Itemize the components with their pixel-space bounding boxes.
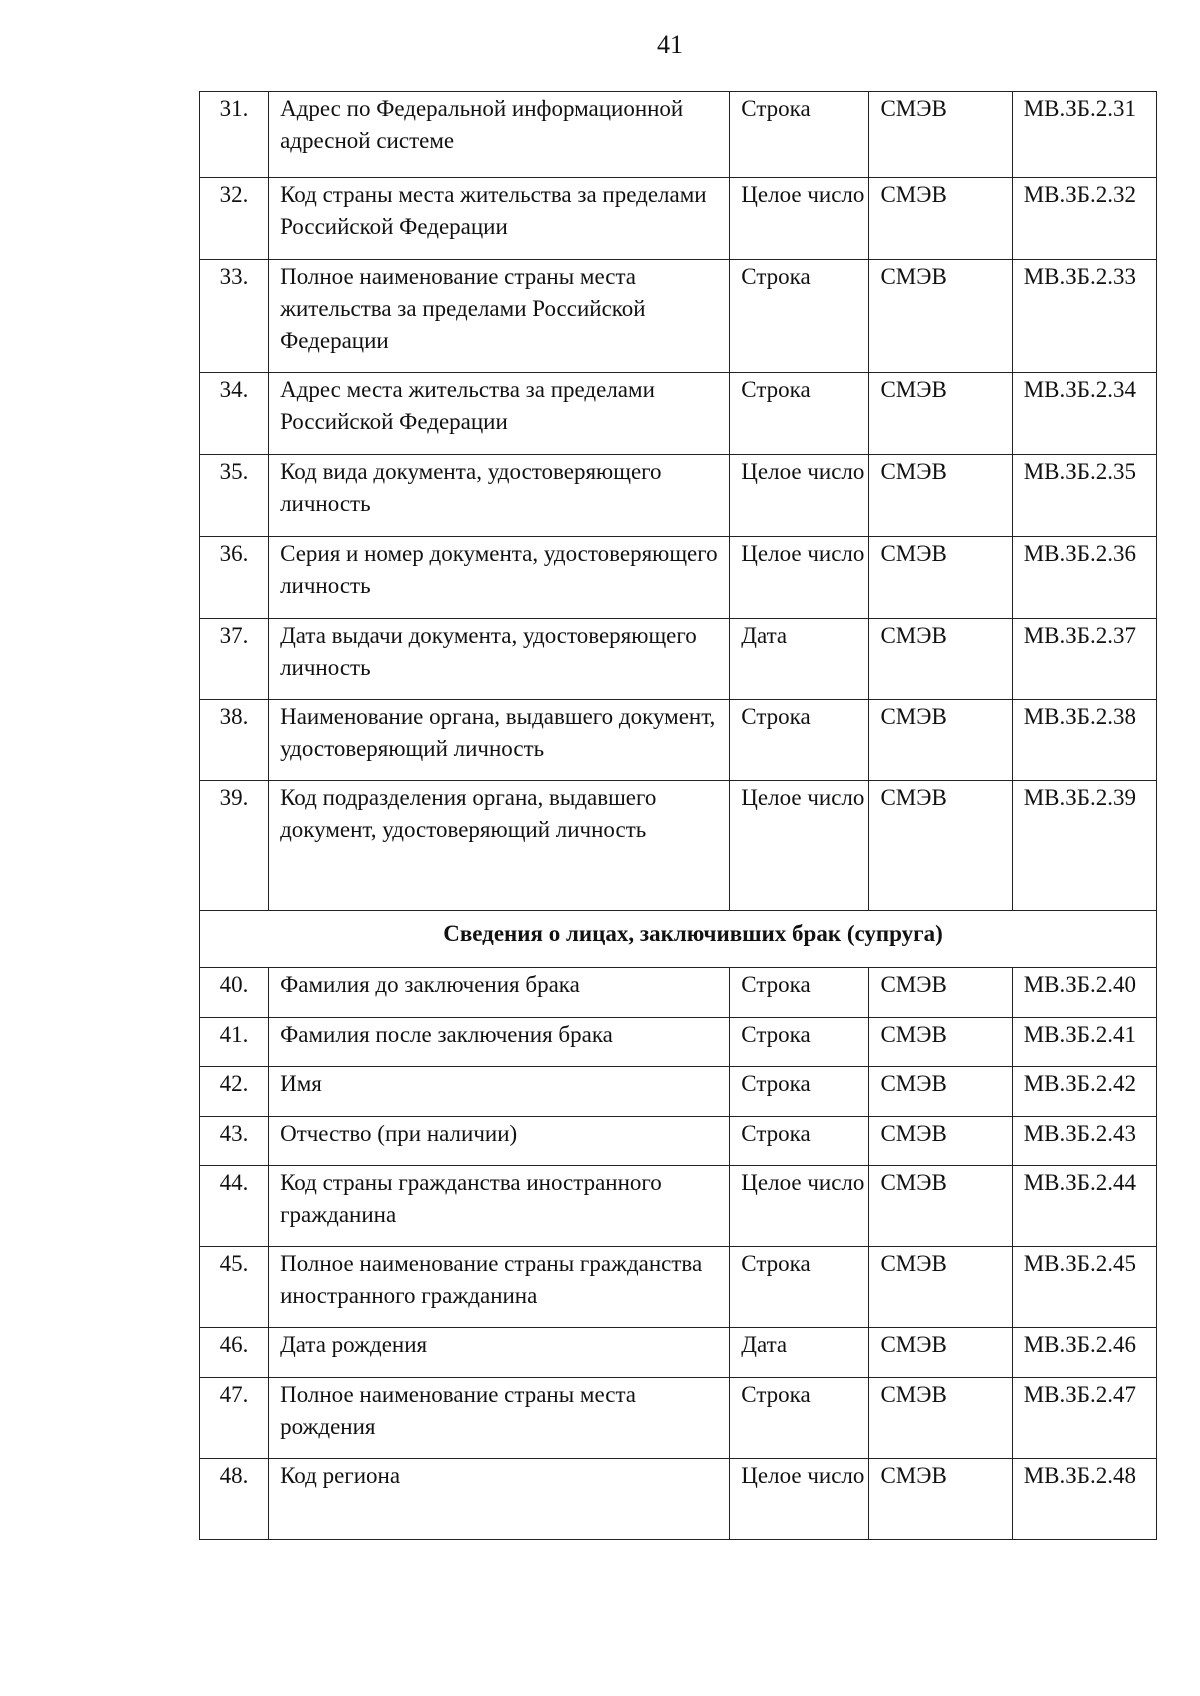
row-number: 47.	[200, 1378, 269, 1459]
data-source: СМЭВ	[869, 260, 1012, 373]
attribute-code: МВ.ЗБ.2.31	[1012, 92, 1156, 178]
table-row	[200, 968, 1157, 1018]
table-body-before-section	[200, 92, 1157, 911]
table-row	[200, 260, 1157, 373]
attribute-code: МВ.ЗБ.2.34	[1012, 373, 1156, 455]
row-number: 45.	[200, 1247, 269, 1328]
attribute-name: Имя	[269, 1067, 730, 1117]
attribute-name: Дата рождения	[269, 1328, 730, 1378]
attribute-code: МВ.ЗБ.2.41	[1012, 1018, 1156, 1067]
row-number: 31.	[200, 92, 269, 178]
data-source: СМЭВ	[869, 781, 1012, 911]
data-type: Целое число	[730, 781, 869, 911]
attribute-code: МВ.ЗБ.2.44	[1012, 1166, 1156, 1247]
attribute-code: МВ.ЗБ.2.47	[1012, 1378, 1156, 1459]
data-source: СМЭВ	[869, 968, 1012, 1018]
data-source: СМЭВ	[869, 178, 1012, 260]
attribute-code: МВ.ЗБ.2.37	[1012, 619, 1156, 700]
data-type: Строка	[730, 700, 869, 781]
attribute-code: МВ.ЗБ.2.40	[1012, 968, 1156, 1018]
row-number: 36.	[200, 537, 269, 619]
data-type: Дата	[730, 619, 869, 700]
data-type: Строка	[730, 1018, 869, 1067]
attribute-name: Наименование органа, выдавшего документ, удостоверяющий личность	[269, 700, 730, 781]
table-row	[200, 1247, 1157, 1328]
data-source: СМЭВ	[869, 619, 1012, 700]
attribute-code: МВ.ЗБ.2.42	[1012, 1067, 1156, 1117]
data-type: Целое число	[730, 178, 869, 260]
table-body-after-section	[200, 968, 1157, 1540]
table-row	[200, 455, 1157, 537]
data-type: Строка	[730, 92, 869, 178]
attribute-code: МВ.ЗБ.2.36	[1012, 537, 1156, 619]
section-heading: Сведения о лицах, заключивших брак (супруга)	[200, 911, 1157, 968]
row-number: 44.	[200, 1166, 269, 1247]
attribute-name: Дата выдачи документа, удостоверяющего личность	[269, 619, 730, 700]
attribute-name: Серия и номер документа, удостоверяющего личность	[269, 537, 730, 619]
row-number: 38.	[200, 700, 269, 781]
table-row	[200, 781, 1157, 911]
attribute-name: Адрес по Федеральной информационной адресной системе	[269, 92, 730, 178]
attribute-name: Код региона	[269, 1459, 730, 1540]
data-source: СМЭВ	[869, 1459, 1012, 1540]
row-number: 39.	[200, 781, 269, 911]
data-type: Дата	[730, 1328, 869, 1378]
data-type: Строка	[730, 260, 869, 373]
row-number: 43.	[200, 1117, 269, 1166]
data-source: СМЭВ	[869, 455, 1012, 537]
table-row	[200, 373, 1157, 455]
data-source: СМЭВ	[869, 1378, 1012, 1459]
data-type: Целое число	[730, 1459, 869, 1540]
attribute-code: МВ.ЗБ.2.43	[1012, 1117, 1156, 1166]
attribute-code: МВ.ЗБ.2.48	[1012, 1459, 1156, 1540]
table-row	[200, 178, 1157, 260]
row-number: 46.	[200, 1328, 269, 1378]
attribute-name: Адрес места жительства за пределами Российской Федерации	[269, 373, 730, 455]
table-row	[200, 1018, 1157, 1067]
attribute-code: МВ.ЗБ.2.46	[1012, 1328, 1156, 1378]
attribute-name: Фамилия до заключения брака	[269, 968, 730, 1018]
data-source: СМЭВ	[869, 92, 1012, 178]
data-source: СМЭВ	[869, 1117, 1012, 1166]
table-row	[200, 1378, 1157, 1459]
data-type: Строка	[730, 968, 869, 1018]
section-heading-row	[200, 911, 1157, 968]
table-row	[200, 1117, 1157, 1166]
table-row	[200, 1067, 1157, 1117]
attribute-name: Полное наименование страны гражданства иностранного гражданина	[269, 1247, 730, 1328]
data-source: СМЭВ	[869, 1067, 1012, 1117]
data-source: СМЭВ	[869, 700, 1012, 781]
attributes-table	[199, 91, 1157, 1540]
table-row	[200, 1459, 1157, 1540]
data-source: СМЭВ	[869, 1247, 1012, 1328]
data-source: СМЭВ	[869, 1018, 1012, 1067]
row-number: 34.	[200, 373, 269, 455]
table-section	[200, 911, 1157, 968]
page-number: 41	[657, 30, 683, 59]
data-source: СМЭВ	[869, 1166, 1012, 1247]
data-source: СМЭВ	[869, 373, 1012, 455]
data-type: Строка	[730, 1117, 869, 1166]
table-row	[200, 92, 1157, 178]
attribute-name: Фамилия после заключения брака	[269, 1018, 730, 1067]
data-source: СМЭВ	[869, 537, 1012, 619]
data-type: Целое число	[730, 1166, 869, 1247]
data-type: Строка	[730, 1378, 869, 1459]
attribute-name: Полное наименование страны места рождения	[269, 1378, 730, 1459]
attribute-name: Код страны места жительства за пределами Российской Федерации	[269, 178, 730, 260]
attribute-code: МВ.ЗБ.2.45	[1012, 1247, 1156, 1328]
table-row	[200, 1166, 1157, 1247]
data-type: Строка	[730, 1067, 869, 1117]
data-source: СМЭВ	[869, 1328, 1012, 1378]
data-type: Целое число	[730, 455, 869, 537]
row-number: 48.	[200, 1459, 269, 1540]
data-type: Строка	[730, 373, 869, 455]
attribute-name: Код подразделения органа, выдавшего документ, удостоверяющий личность	[269, 781, 730, 911]
row-number: 42.	[200, 1067, 269, 1117]
row-number: 40.	[200, 968, 269, 1018]
attribute-name: Отчество (при наличии)	[269, 1117, 730, 1166]
table-row	[200, 537, 1157, 619]
table-row	[200, 619, 1157, 700]
row-number: 35.	[200, 455, 269, 537]
attribute-code: МВ.ЗБ.2.32	[1012, 178, 1156, 260]
attribute-name: Код вида документа, удостоверяющего личность	[269, 455, 730, 537]
attribute-code: МВ.ЗБ.2.35	[1012, 455, 1156, 537]
row-number: 32.	[200, 178, 269, 260]
row-number: 41.	[200, 1018, 269, 1067]
attribute-name: Код страны гражданства иностранного гражданина	[269, 1166, 730, 1247]
attribute-code: МВ.ЗБ.2.38	[1012, 700, 1156, 781]
attribute-name: Полное наименование страны места жительства за пределами Российской Федерации	[269, 260, 730, 373]
table-row	[200, 1328, 1157, 1378]
attribute-code: МВ.ЗБ.2.33	[1012, 260, 1156, 373]
row-number: 37.	[200, 619, 269, 700]
attribute-code: МВ.ЗБ.2.39	[1012, 781, 1156, 911]
data-type: Целое число	[730, 537, 869, 619]
row-number: 33.	[200, 260, 269, 373]
table-row	[200, 700, 1157, 781]
data-type: Строка	[730, 1247, 869, 1328]
